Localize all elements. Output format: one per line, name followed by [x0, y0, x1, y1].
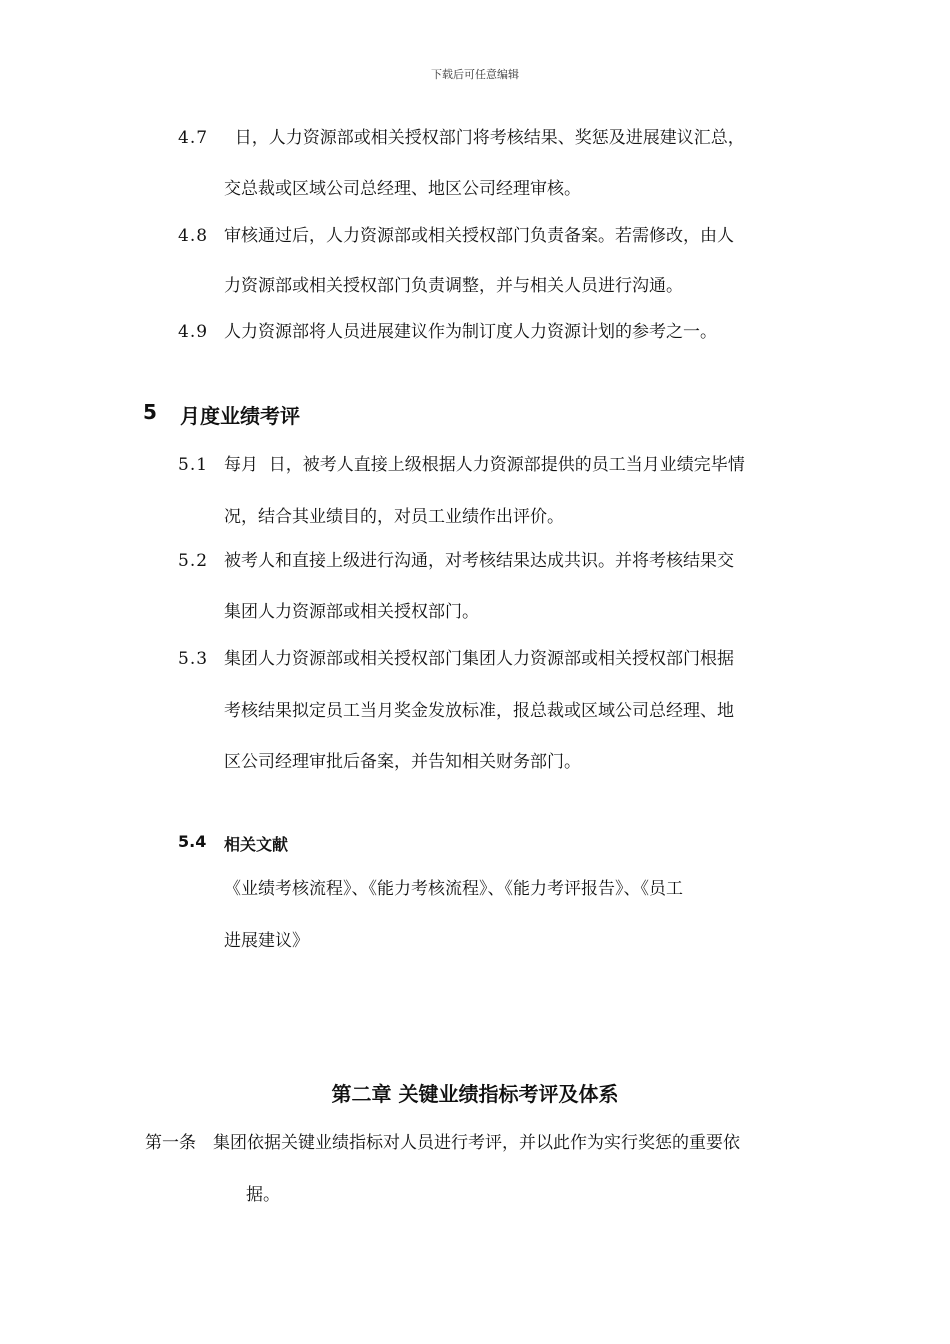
- item-5-2-continuation: 集团人力资源部或相关授权部门。: [224, 602, 479, 622]
- chapter-title: 第二章 关键业绩指标考评及体系: [331, 1082, 619, 1106]
- item-number: 4.9: [178, 322, 209, 342]
- references-line: 进展建议》: [224, 931, 309, 951]
- section-title: 月度业绩考评: [180, 404, 300, 428]
- section-number: 5: [143, 400, 157, 424]
- subsection-title: 相关文献: [224, 835, 289, 854]
- subsection-number: 5.4: [178, 832, 207, 851]
- item-text: 审核通过后，人力资源部或相关授权部门负责备案。若需修改，由人: [224, 226, 734, 246]
- item-number: 4.7: [178, 128, 209, 148]
- item-5-3-continuation: 区公司经理审批后备案，并告知相关财务部门。: [224, 752, 581, 772]
- item-number: 4.8: [178, 226, 209, 246]
- item-text: 被考人和直接上级进行沟通，对考核结果达成共识。并将考核结果交: [224, 551, 734, 571]
- article-1-continuation: 据。: [246, 1185, 280, 1205]
- references-line: 《业绩考核流程》、《能力考核流程》、《能力考评报告》、《员工: [224, 879, 683, 899]
- item-number: 5.3: [178, 649, 209, 669]
- item-number: 5.2: [178, 551, 209, 571]
- item-4-7-continuation: 交总裁或区域公司总经理、地区公司经理审核。: [224, 179, 581, 199]
- item-text: 日，人力资源部或相关授权部门将考核结果、奖惩及进展建议汇总，: [224, 128, 745, 148]
- item-5-3-continuation: 考核结果拟定员工当月奖金发放标准，报总裁或区域公司总经理、地: [224, 701, 734, 721]
- item-text: 集团人力资源部或相关授权部门集团人力资源部或相关授权部门根据: [224, 649, 734, 669]
- article-text: 集团依据关键业绩指标对人员进行考评，并以此作为实行奖惩的重要依: [213, 1133, 740, 1153]
- article-label: 第一条: [145, 1133, 196, 1153]
- item-text: 人力资源部将人员进展建议作为制订度人力资源计划的参考之一。: [224, 322, 717, 342]
- item-5-1-continuation: 况，结合其业绩目的，对员工业绩作出评价。: [224, 507, 564, 527]
- item-number: 5.1: [178, 455, 209, 475]
- item-4-8-continuation: 力资源部或相关授权部门负责调整，并与相关人员进行沟通。: [224, 276, 683, 296]
- page-header: 下载后可任意编辑: [431, 68, 519, 81]
- item-text: 每月 日，被考人直接上级根据人力资源部提供的员工当月业绩完毕情: [224, 455, 745, 475]
